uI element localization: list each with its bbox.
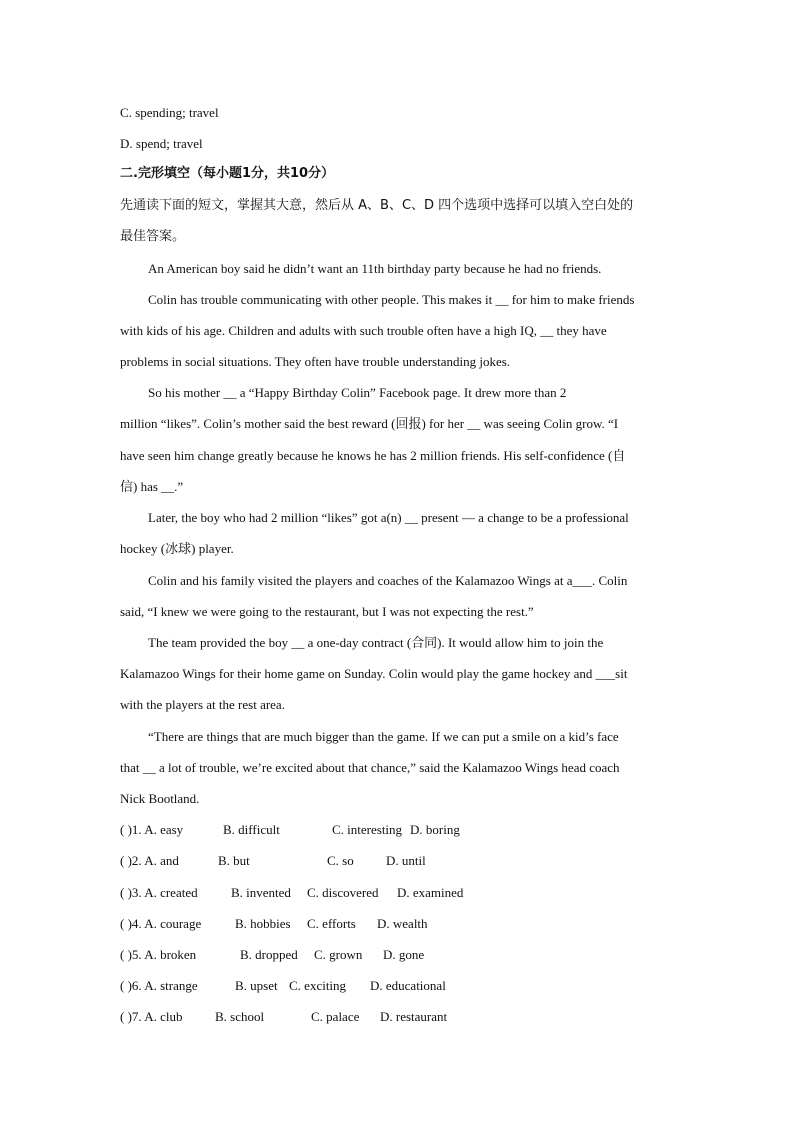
passage-line: Colin has trouble communicating with other people. This makes it __ for him to make friends: [148, 292, 635, 307]
question-option-c: C. interesting: [332, 822, 403, 837]
question-option-d: D. wealth: [377, 916, 428, 931]
question-option-c: C. discovered: [307, 885, 379, 900]
question-option-d: D. until: [386, 853, 426, 868]
passage-line: 信) has __.”: [120, 479, 184, 494]
question-option-a: ( )3. A. created: [120, 885, 198, 900]
passage-line: An American boy said he didn’t want an 11th birthday party because he had no friends.: [148, 261, 602, 276]
question-option-b: B. but: [218, 853, 250, 868]
passage-line: Colin and his family visited the players and coaches of the Kalamazoo Wings at a___. Colin: [148, 573, 628, 588]
question-option-c: C. efforts: [307, 916, 356, 931]
passage-line: “There are things that are much bigger than the game. If we can put a smile on a kid’s face: [148, 729, 619, 744]
question-option-b: B. difficult: [223, 822, 280, 837]
question-option-a: ( )1. A. easy: [120, 822, 184, 837]
question-option-d: D. gone: [383, 947, 425, 962]
passage-line: So his mother __ a “Happy Birthday Colin” Facebook page. It drew more than 2: [148, 385, 567, 400]
question-option-c: C. exciting: [289, 978, 347, 993]
instruction-line-2: 最佳答案。: [120, 229, 186, 244]
instruction-line-1: 先通读下面的短文，掌握其大意，然后从 A、B、C、D 四个选项中选择可以填入空白处的: [120, 198, 634, 213]
passage-line: with the players at the rest area.: [120, 697, 285, 712]
passage-line: Kalamazoo Wings for their home game on Sunday. Colin would play the game hockey and ___sit: [120, 666, 628, 681]
question-option-d: D. examined: [397, 885, 464, 900]
passage-line: Nick Bootland.: [120, 791, 200, 806]
question-option-d: D. boring: [410, 822, 460, 837]
passage-line: hockey (冰球) player.: [120, 541, 234, 556]
question-option-b: B. upset: [235, 978, 278, 993]
question-option-a: ( )6. A. strange: [120, 978, 198, 993]
passage-line: have seen him change greatly because he knows he has 2 million friends. His self-confidence (自: [120, 448, 626, 463]
passage-line: Later, the boy who had 2 million “likes” got a(n) __ present — a change to be a professional: [148, 510, 629, 525]
question-option-b: B. hobbies: [235, 916, 291, 931]
passage-line: The team provided the boy __ a one-day contract (合同). It would allow him to join the: [148, 635, 604, 650]
question-option-b: B. dropped: [240, 947, 298, 962]
question-option-a: ( )4. A. courage: [120, 916, 202, 931]
passage-line: million “likes”. Colin’s mother said the best reward (回报) for her __ was seeing Colin grow. “I: [120, 416, 619, 431]
question-option-b: B. invented: [231, 885, 291, 900]
question-option-c: C. grown: [314, 947, 363, 962]
question-option-a: ( )5. A. broken: [120, 947, 197, 962]
prev-option-c: C. spending; travel: [120, 105, 219, 120]
question-option-c: C. so: [327, 853, 354, 868]
passage-line: said, “I knew we were going to the restaurant, but I was not expecting the rest.”: [120, 604, 534, 619]
question-option-d: D. educational: [370, 978, 446, 993]
passage-line: with kids of his age. Children and adults with such trouble often have a high IQ, __ they have: [120, 323, 607, 338]
question-option-a: ( )7. A. club: [120, 1009, 183, 1024]
passage-line: that __ a lot of trouble, we’re excited about that chance,” said the Kalamazoo Wings head coach: [120, 760, 620, 775]
prev-option-d: D. spend; travel: [120, 136, 203, 151]
passage-line: problems in social situations. They often have trouble understanding jokes.: [120, 354, 511, 369]
question-option-b: B. school: [215, 1009, 265, 1024]
question-option-c: C. palace: [311, 1009, 360, 1024]
section-heading: 二.完形填空（每小题1分，共10分）: [120, 166, 335, 181]
question-option-d: D. restaurant: [380, 1009, 448, 1024]
question-option-a: ( )2. A. and: [120, 853, 179, 868]
